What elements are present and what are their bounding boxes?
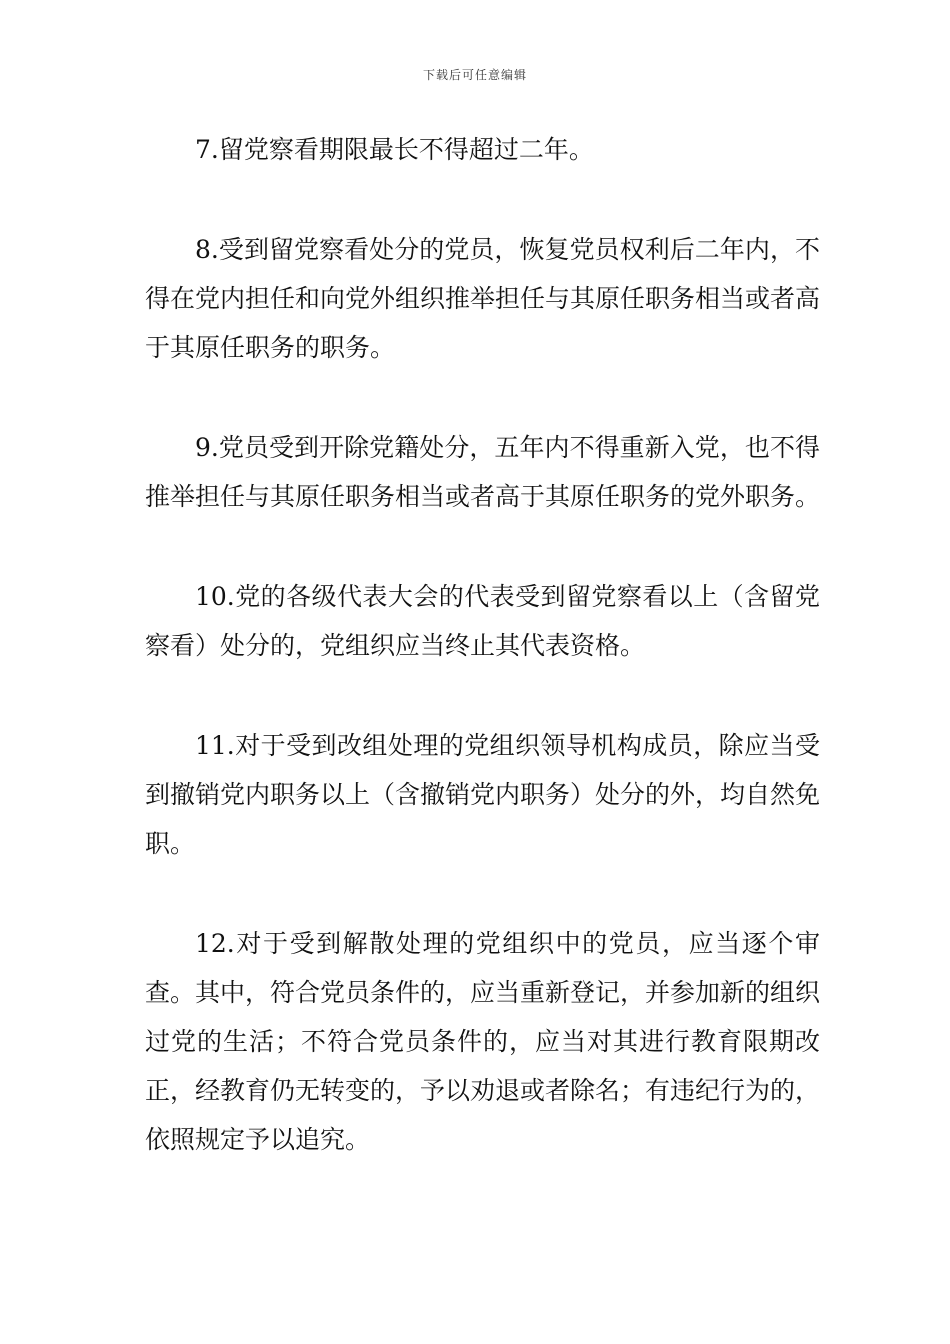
page-header: 下载后可任意编辑 — [422, 68, 527, 82]
paragraph-11: 11.对于受到改组处理的党组织领导机构成员，除应当受到撤销党内职务以上（含撤销党内职务）处分的外，均自然免职。 — [145, 731, 821, 858]
paragraph-9: 9.党员受到开除党籍处分，五年内不得重新入党，也不得推举担任与其原任职务相当或者高于其原任职务的党外职务。 — [145, 433, 821, 511]
paragraph-12: 12.对于受到解散处理的党组织中的党员，应当逐个审查。其中，符合党员条件的，应当重新登记，并参加新的组织过党的生活；不符合党员条件的，应当对其进行教育限期改正，经教育仍无转变的，予以劝退或者除名；有违纪行为的，依照规定予以追究。 — [145, 929, 821, 1154]
paragraph-7: 7.留党察看期限最长不得超过二年。 — [195, 135, 594, 164]
paragraph-10: 10.党的各级代表大会的代表受到留党察看以上（含留党察看）处分的，党组织应当终止其代表资格。 — [145, 582, 820, 660]
paragraph-8: 8.受到留党察看处分的党员，恢复党员权利后二年内，不得在党内担任和向党外组织推举担任与其原任职务相当或者高于其原任职务的职务。 — [145, 235, 821, 362]
document-body — [145, 125, 820, 1164]
